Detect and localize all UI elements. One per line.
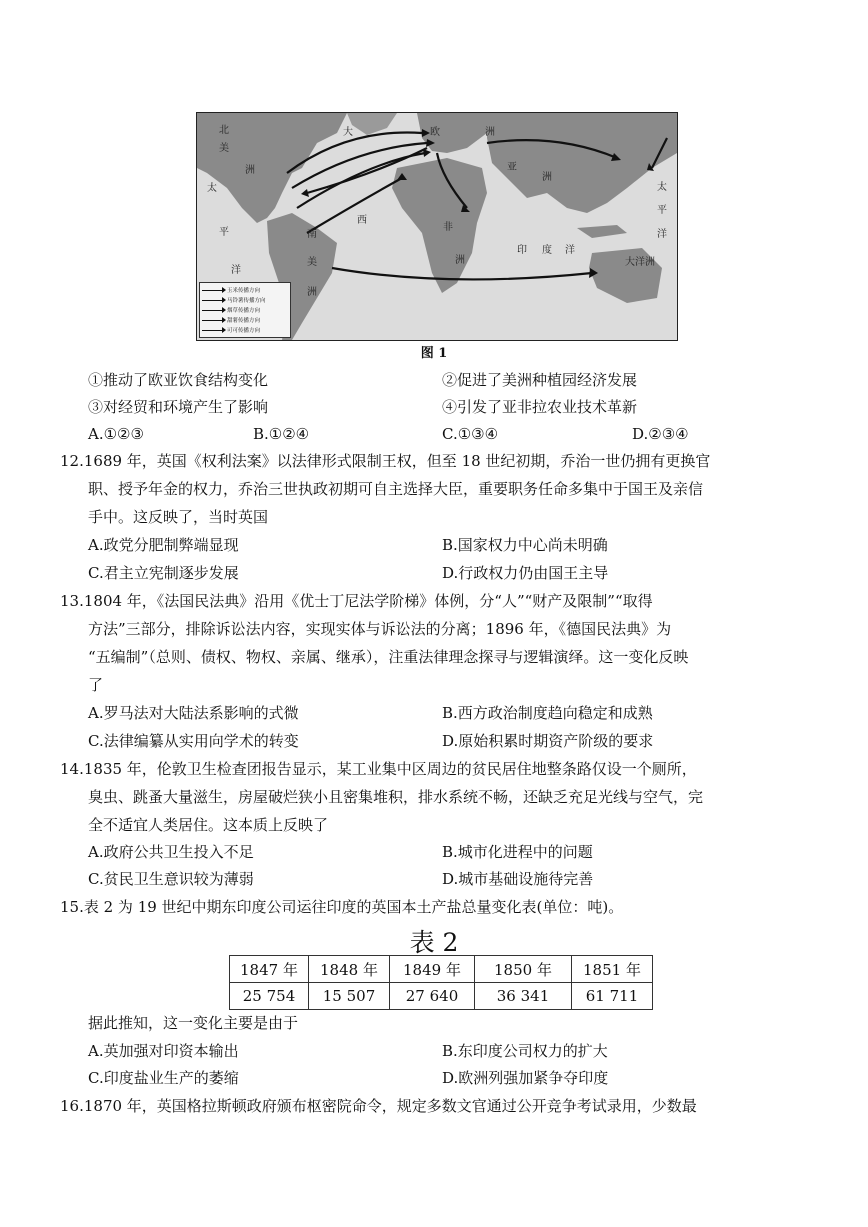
q13-stem-line-3: “五编制”（总则、债权、物权、亲属、继承），注重法律理念探寻与逻辑演绎。这一变化反映 [88, 648, 689, 666]
legend-item: 马铃薯传播方向 [202, 295, 288, 305]
arrow-icon [202, 320, 224, 321]
label-north-america-3: 洲 [245, 165, 255, 176]
q13-stem-line-2: 方法”三部分，排除诉讼法内容，实现实体与诉讼法的分离；1896 年，《德国民法典》为 [88, 620, 672, 638]
label-pacific-left-2: 平 [219, 227, 229, 238]
q12-option-a: A.政党分肥制弊端显现 [88, 536, 239, 554]
label-south-america-1: 南 [307, 229, 317, 240]
table-cell: 27 640 [390, 983, 475, 1010]
q12-option-c: C.君主立宪制逐步发展 [88, 564, 239, 582]
q15-follow: 据此推知，这一变化主要是由于 [88, 1014, 299, 1032]
table-cell: 15 507 [309, 983, 390, 1010]
q14-stem-line-1: 14.1835 年，伦敦卫生检查团报告显示，某工业集中区周边的贫民居住地整条路仅设一个厕所， [60, 760, 697, 778]
table-cell: 61 711 [572, 983, 653, 1010]
label-north-america-2: 美 [219, 143, 229, 154]
table-cell: 25 754 [230, 983, 309, 1010]
label-pacific-right-1: 太 [657, 182, 667, 193]
q12-option-d: D.行政权力仍由国王主导 [442, 564, 609, 582]
label-pacific-right-3: 洋 [657, 229, 667, 240]
arrow-icon [202, 310, 224, 311]
label-asia-1: 亚 [507, 162, 517, 173]
table-cell: 1850 年 [475, 956, 572, 983]
label-indian-ocean-3: 洋 [565, 245, 575, 256]
q12-stem-line-2: 职、授予年金的权力，乔治三世执政初期可自主选择大臣，重要职务任命多集中于国王及亲信 [88, 480, 704, 498]
q11-statement-1: ①推动了欧亚饮食结构变化 [88, 371, 269, 389]
label-oceania: 大洋洲 [625, 257, 655, 268]
table-row [230, 983, 653, 1010]
q14-option-b: B.城市化进程中的问题 [442, 843, 593, 861]
arrow-icon [202, 290, 224, 291]
q15-option-a: A.英加强对印资本输出 [88, 1042, 239, 1060]
table-title: 表 2 [409, 928, 459, 957]
q15-option-b: B.东印度公司权力的扩大 [442, 1042, 608, 1060]
q14-option-a: A.政府公共卫生投入不足 [88, 843, 254, 861]
label-atlantic-top: 大 [343, 127, 353, 138]
q11-statement-3: ③对经贸和环境产生了影响 [88, 398, 269, 416]
q13-option-a: A.罗马法对大陆法系影响的式微 [88, 704, 299, 722]
q11-option-b: B.①②④ [253, 425, 310, 443]
q14-option-c: C.贫民卫生意识较为薄弱 [88, 870, 254, 888]
arrow-icon [202, 300, 224, 301]
table-header-row [230, 956, 653, 983]
q11-option-a: A.①②③ [88, 425, 144, 443]
salt-export-table [229, 955, 653, 1010]
figure-caption: 图 1 [420, 346, 448, 361]
q11-statement-2: ②促进了美洲种植园经济发展 [442, 371, 638, 389]
q14-stem-line-2: 臭虫、跳蚤大量滋生，房屋破烂狭小且密集堆积，排水系统不畅，还缺乏充足光线与空气，完 [88, 788, 704, 806]
label-pacific-left-3: 洋 [231, 265, 241, 276]
q12-stem-line-1: 12.1689 年，英国《权利法案》以法律形式限制王权，但至 18 世纪初期，乔治一世仍拥有更换官 [60, 452, 711, 470]
q15-stem: 15.表 2 为 19 世纪中期东印度公司运往印度的英国本土产盐总量变化表(单位：吨)。 [60, 898, 624, 916]
q16-stem: 16.1870 年，英国格拉斯顿政府颁布枢密院命令，规定多数文官通过公开竞争考试录用，少数最 [60, 1097, 697, 1115]
table-cell: 36 341 [475, 983, 572, 1010]
q11-option-c: C.①③④ [442, 425, 499, 443]
q12-option-b: B.国家权力中心尚未明确 [442, 536, 608, 554]
q15-option-c: C.印度盐业生产的萎缩 [88, 1069, 239, 1087]
label-pacific-left-1: 太 [207, 183, 217, 194]
arrow-icon [202, 330, 224, 331]
q13-stem-line-1: 13.1804 年，《法国民法典》沿用《优士丁尼法学阶梯》体例，分“人”“财产及限制”“取得 [60, 592, 653, 610]
label-asia-2: 洲 [542, 172, 552, 183]
label-south-america-2: 美 [307, 257, 317, 268]
q14-option-d: D.城市基础设施待完善 [442, 870, 594, 888]
q13-option-c: C.法律编纂从实用向学术的转变 [88, 732, 299, 750]
label-africa-1: 非 [443, 222, 453, 233]
label-europe-2: 洲 [485, 127, 495, 138]
table-cell: 1847 年 [230, 956, 309, 983]
label-north-america-1: 北 [219, 125, 229, 136]
legend-item: 玉米传播方向 [202, 285, 288, 295]
q15-option-d: D.欧洲列强加紧争夺印度 [442, 1069, 609, 1087]
label-indian-ocean-2: 度 [542, 245, 552, 256]
q12-stem-line-3: 手中。这反映了，当时英国 [88, 508, 269, 526]
legend-item: 甜薯传播方向 [202, 315, 288, 325]
q11-option-d: D.②③④ [632, 425, 689, 443]
table-cell: 1851 年 [572, 956, 653, 983]
q13-stem-line-4: 了 [88, 676, 104, 694]
table-cell: 1849 年 [390, 956, 475, 983]
world-map-figure [196, 112, 678, 341]
q13-option-d: D.原始积累时期资产阶级的要求 [442, 732, 654, 750]
table-cell: 1848 年 [309, 956, 390, 983]
legend-item: 烟草传播方向 [202, 305, 288, 315]
map-legend [199, 282, 291, 338]
q14-stem-line-3: 全不适宜人类居住。这本质上反映了 [88, 816, 329, 834]
label-africa-2: 洲 [455, 255, 465, 266]
q11-statement-4: ④引发了亚非拉农业技术革新 [442, 398, 638, 416]
label-pacific-right-2: 平 [657, 205, 667, 216]
legend-item: 可可传播方向 [202, 325, 288, 335]
label-south-america-3: 洲 [307, 287, 317, 298]
label-europe-1: 欧 [430, 127, 440, 138]
q13-option-b: B.西方政治制度趋向稳定和成熟 [442, 704, 653, 722]
label-indian-ocean-1: 印 [517, 245, 527, 256]
label-atlantic-mid: 西 [357, 215, 367, 226]
